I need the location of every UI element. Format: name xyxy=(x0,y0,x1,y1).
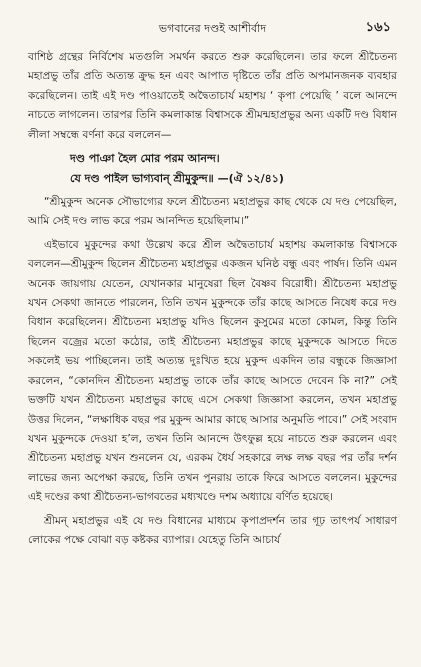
paragraph: শ্রীমন্ মহাপ্রভুর এই যে দণ্ড বিধানের মাধ্যমে কৃপাপ্রদর্শন তার গূঢ় তাৎপর্য সাধারণ লোকের পক্ষে বোঝা বড় কষ্টকর ব্যাপার। যেহেতু তিনি আচার্য xyxy=(28,514,397,546)
page-body xyxy=(28,48,397,550)
page-header xyxy=(28,10,397,35)
page-number: ১৬১ xyxy=(365,20,391,35)
paragraph: বাশিষ্ঠ গ্রন্থের নির্বিশেষ মতগুলি সমর্থন করতে শুরু করেছিলেন। তার ফলে শ্রীচৈতন্য মহাপ্রভু তাঁর প্রতি অত্যন্ত ক্রুদ্ধ হন এবং আপাত দৃষ্টিতে তাঁর প্রতি অপমানজনক ব্যবহার করেছিলেন। তাই এই দণ্ড পাওয়াতেই অদ্বৈতাচার্য মহাশয় ‘ কৃপা পেয়েছি ’ বলে আনন্দে নাচতে লাগলেন। তারপর তিনি কমলাকান্ত বিশ্বাসকে শ্রীমন্মহাপ্রভুর অন্য একটি দণ্ড বিধান লীলা সম্বন্ধে বর্ণনা করে বললেন— xyxy=(28,51,397,141)
verse-line: দণ্ড পাঞা হৈল মোর পরম আনন্দ। xyxy=(70,152,220,166)
paragraph: এইভাবে মুকুন্দের কথা উল্লেখ করে শ্রীল অদ্বৈতাচার্য মহাশয় কমলাকান্ত বিশ্বাসকে বললেন—শ্রীমুকুন্দ ছিলেন শ্রীচৈতন্য মহাপ্রভুর একজন ঘনিষ্ঠ বন্ধু এবং পার্ষদ। তিনি এমন অনেক জায়গায় যেতেন, যেখানকার মানুষেরা ছিল বৈষ্ণব বিরোধী। শ্রীচৈতন্য মহাপ্রভু যখন সেকথা জানতে পারলেন, তিনি তখন মুকুন্দকে তাঁর কাছে আসতে নিষেধ করে দণ্ড বিধান করেছিলেন। শ্রীচৈতন্য মহাপ্রভু যদিও ছিলেন কুসুমের মতো কোমল, কিন্তু তিনি ছিলেন বজ্রের মতো কঠোর, তাই শ্রীচৈতন্য মহাপ্রভুর কাছে মুকুন্দকে আসতে দিতে সকলেই ভয় পাচ্ছিলেন। তাই অত্যন্ত দুঃখিত হয়ে মুকুন্দ একদিন তার বন্ধুকে জিজ্ঞাসা করলেন, “কোনদিন শ্রীচৈতন্য মহাপ্রভু তাকে তাঁর কাছে আসতে দেবেন কি না?” সেই ভক্তটি যখন শ্রীচৈতন্য মহাপ্রভুর কাছে এসে সেকথা জিজ্ঞাসা করলেন, তখন মহাপ্রভু উত্তর দিলেন, “লক্ষাধিক বছর পর মুকুন্দ আমার কাছে আসার অনুমতি পাবে।” সেই সংবাদ যখন মুকুন্দকে দেওয়া হ’ল, তখন তিনি আনন্দে উৎফুল্ল হয়ে নাচতে শুরু করলেন এবং শ্রীচৈতন্য মহাপ্রভু যখন শুনলেন যে, এরকম ধৈর্য সহকারে লক্ষ লক্ষ বছর পর তাঁর দর্শন লাভের জন্য অপেক্ষা করছে, তিনি তখন পুনরায় তাকে ফিরে আসতে বললেন। মুকুন্দের এই দণ্ডের কথা শ্রীচৈতন্য-ভাগবতের মধ্যখণ্ডে দশম অধ্যায়ে বর্ণিত হয়েছে। xyxy=(28,238,397,504)
verse-block xyxy=(70,149,397,189)
verse-line: যে দণ্ড পাইল ভাগ্যবান্ শ্রীমুকুন্দ॥ —(ঐ ১২/৪১) xyxy=(70,172,284,186)
verse-translation: “শ্রীমুকুন্দ অনেক সৌভাগ্যের ফলে শ্রীচৈতন্য মহাপ্রভুর কাছ থেকে যে দণ্ড পেয়েছিল, আমি সেই দণ্ড লাভ করে পরম আনন্দিত হয়েছিলাম।” xyxy=(28,196,397,228)
running-title: ভগবানের দণ্ডই আশীর্বাদ xyxy=(158,22,267,35)
